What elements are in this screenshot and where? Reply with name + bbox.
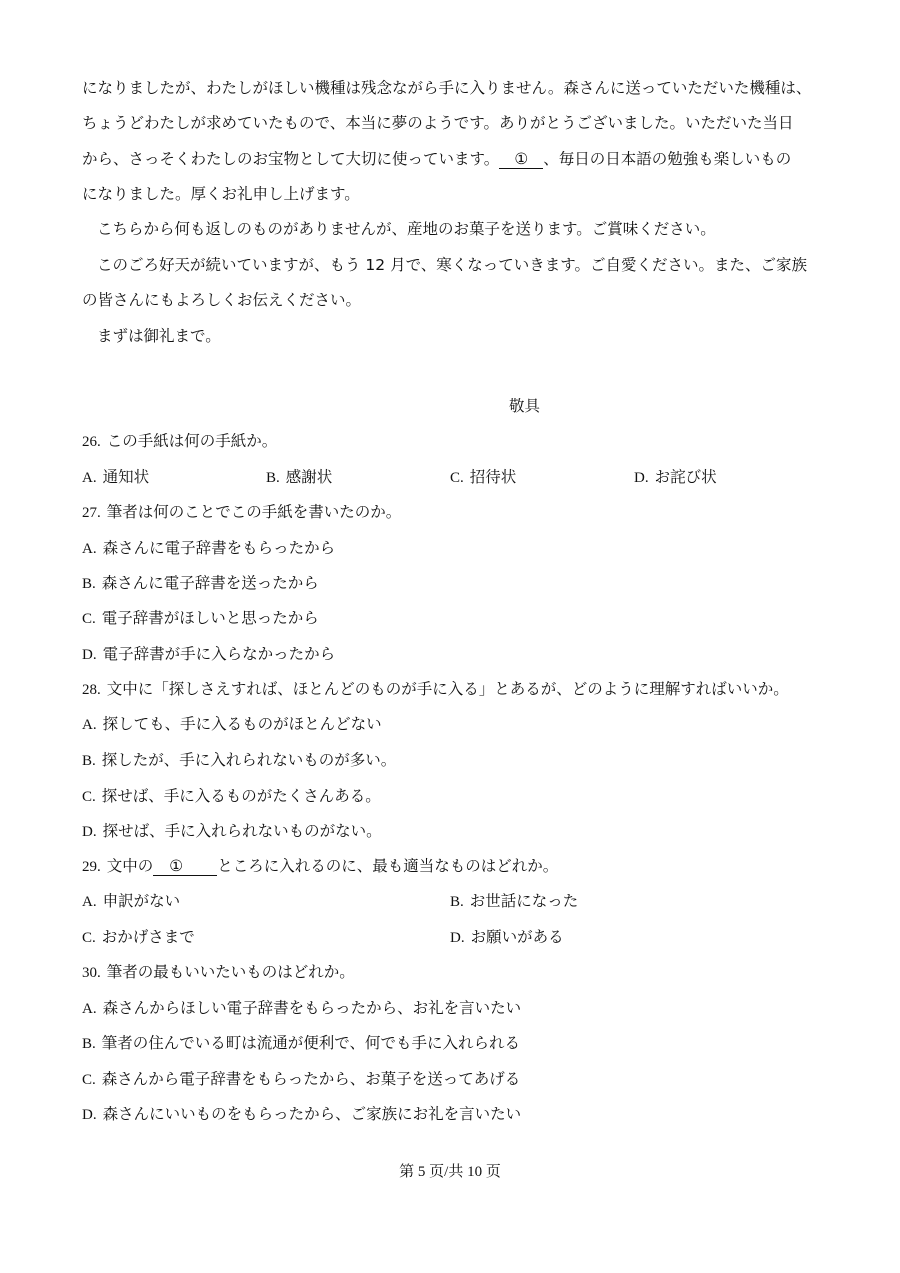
option-text: 招待状 — [469, 468, 517, 486]
question-number: 26. — [82, 434, 101, 450]
question-26 — [82, 431, 277, 452]
option-text: 電子辞書がほしいと思ったから — [101, 609, 319, 627]
q29-option-d — [450, 927, 564, 948]
answer-blank-1: ① — [499, 150, 543, 169]
option-text: 探したが、手に入れられないものが多い。 — [101, 751, 397, 769]
q26-option-d — [634, 467, 717, 488]
q27-option-c — [82, 608, 319, 629]
option-letter: C. — [82, 1072, 96, 1088]
q30-option-c — [82, 1069, 520, 1090]
q27-option-a — [82, 538, 335, 559]
question-number: 29. — [82, 859, 101, 875]
option-letter: A. — [82, 717, 97, 733]
option-text: 森さんからほしい電子辞書をもらったから、お礼を言いたい — [102, 999, 522, 1017]
q28-option-d — [82, 821, 382, 842]
letter-paragraph-2: こちらから何も返しのものがありませんが、産地のお菓子を送ります。ご賞味ください。 — [97, 220, 716, 238]
option-text: 申訳がない — [102, 892, 181, 910]
q30-option-d — [82, 1104, 521, 1125]
letter-paragraph-3-line-2: の皆さんにもよろしくお伝えください。 — [82, 291, 362, 309]
option-letter: C. — [450, 470, 464, 486]
letter-line-3 — [82, 149, 840, 169]
option-letter: B. — [450, 894, 464, 910]
q27-option-d — [82, 644, 335, 665]
question-text-before: 文中の — [106, 857, 154, 875]
option-letter: D. — [82, 647, 97, 663]
q28-option-c — [82, 786, 381, 807]
option-text: 感謝状 — [285, 468, 333, 486]
q30-option-b — [82, 1033, 520, 1054]
q28-option-a — [82, 714, 382, 735]
option-text: お詫び状 — [654, 468, 717, 486]
option-letter: C. — [82, 930, 96, 946]
q27-option-b — [82, 573, 319, 594]
question-number: 28. — [82, 682, 101, 698]
option-letter: B. — [82, 576, 96, 592]
q29-option-a — [82, 891, 180, 912]
option-text: 森さんに電子辞書をもらったから — [102, 539, 336, 557]
option-letter: A. — [82, 894, 97, 910]
option-text: 筆者の住んでいる町は流通が便利で、何でも手に入れられる — [101, 1034, 520, 1052]
letter-line-3-before: から、さっそくわたしのお宝物として大切に使っています。 — [82, 150, 500, 168]
question-29 — [82, 856, 558, 877]
q30-option-a — [82, 998, 521, 1019]
letter-paragraph-3-line-1: このごろ好天が続いていますが、もう 12 月で、寒くなっていきます。ご自愛ください。また、ご家族 — [97, 256, 808, 274]
option-text: お世話になった — [469, 892, 579, 910]
option-letter: B. — [82, 1036, 96, 1052]
question-text-after: ところに入れるのに、最も適当なものはどれか。 — [217, 857, 559, 875]
answer-blank-1-reference: ① — [153, 857, 217, 876]
question-number: 27. — [82, 505, 101, 521]
q29-option-b — [450, 891, 578, 912]
option-letter: D. — [634, 470, 649, 486]
letter-line-4: になりました。厚くお礼申し上げます。 — [82, 185, 360, 203]
question-30 — [82, 962, 355, 983]
option-letter: B. — [82, 753, 96, 769]
option-letter: D. — [450, 930, 465, 946]
letter-line-1: になりましたが、わたしがほしい機種は残念ながら手に入りません。森さんに送っていただいた機種は、 — [82, 79, 812, 97]
question-text: この手紙は何の手紙か。 — [106, 432, 278, 450]
q26-option-b — [266, 467, 332, 488]
option-letter: B. — [266, 470, 280, 486]
question-number: 30. — [82, 965, 101, 981]
letter-line-2: ちょうどわたしが求めていたもので、本当に夢のようです。ありがとうございました。いただいた当日 — [82, 114, 794, 132]
option-text: おかげさまで — [101, 928, 195, 946]
letter-line-3-after: 、毎日の日本語の勉強も楽しいもの — [543, 150, 792, 168]
option-letter: D. — [82, 1107, 97, 1123]
letter-closing: 敬具 — [509, 397, 541, 415]
q26-option-a — [82, 467, 149, 488]
letter-paragraph-4: まずは御礼まで。 — [97, 327, 221, 345]
option-text: 探せば、手に入れられないものがない。 — [102, 822, 382, 840]
page-footer: 第 5 页/共 10 页 — [399, 1164, 501, 1180]
question-text: 文中に「探しさえすれば、ほとんどのものが手に入る」とあるが、どのように理解すればいいか。 — [106, 680, 789, 698]
q29-option-c — [82, 927, 195, 948]
question-text: 筆者の最もいいたいものはどれか。 — [106, 963, 355, 981]
option-letter: A. — [82, 470, 97, 486]
option-letter: C. — [82, 789, 96, 805]
option-text: 探しても、手に入るものがほとんどない — [102, 715, 382, 733]
option-text: 森さんにいいものをもらったから、ご家族にお礼を言いたい — [102, 1105, 522, 1123]
option-text: 探せば、手に入るものがたくさんある。 — [101, 787, 381, 805]
question-text: 筆者は何のことでこの手紙を書いたのか。 — [106, 503, 402, 521]
option-letter: A. — [82, 1001, 97, 1017]
question-27 — [82, 502, 401, 523]
q26-option-c — [450, 467, 516, 488]
option-letter: C. — [82, 611, 96, 627]
q28-option-b — [82, 750, 396, 771]
option-letter: A. — [82, 541, 97, 557]
option-letter: D. — [82, 824, 97, 840]
question-28 — [82, 679, 789, 700]
option-text: 通知状 — [102, 468, 150, 486]
option-text: お願いがある — [470, 928, 564, 946]
option-text: 森さんに電子辞書を送ったから — [101, 574, 319, 592]
option-text: 電子辞書が手に入らなかったから — [102, 645, 336, 663]
option-text: 森さんから電子辞書をもらったから、お菓子を送ってあげる — [101, 1070, 521, 1088]
